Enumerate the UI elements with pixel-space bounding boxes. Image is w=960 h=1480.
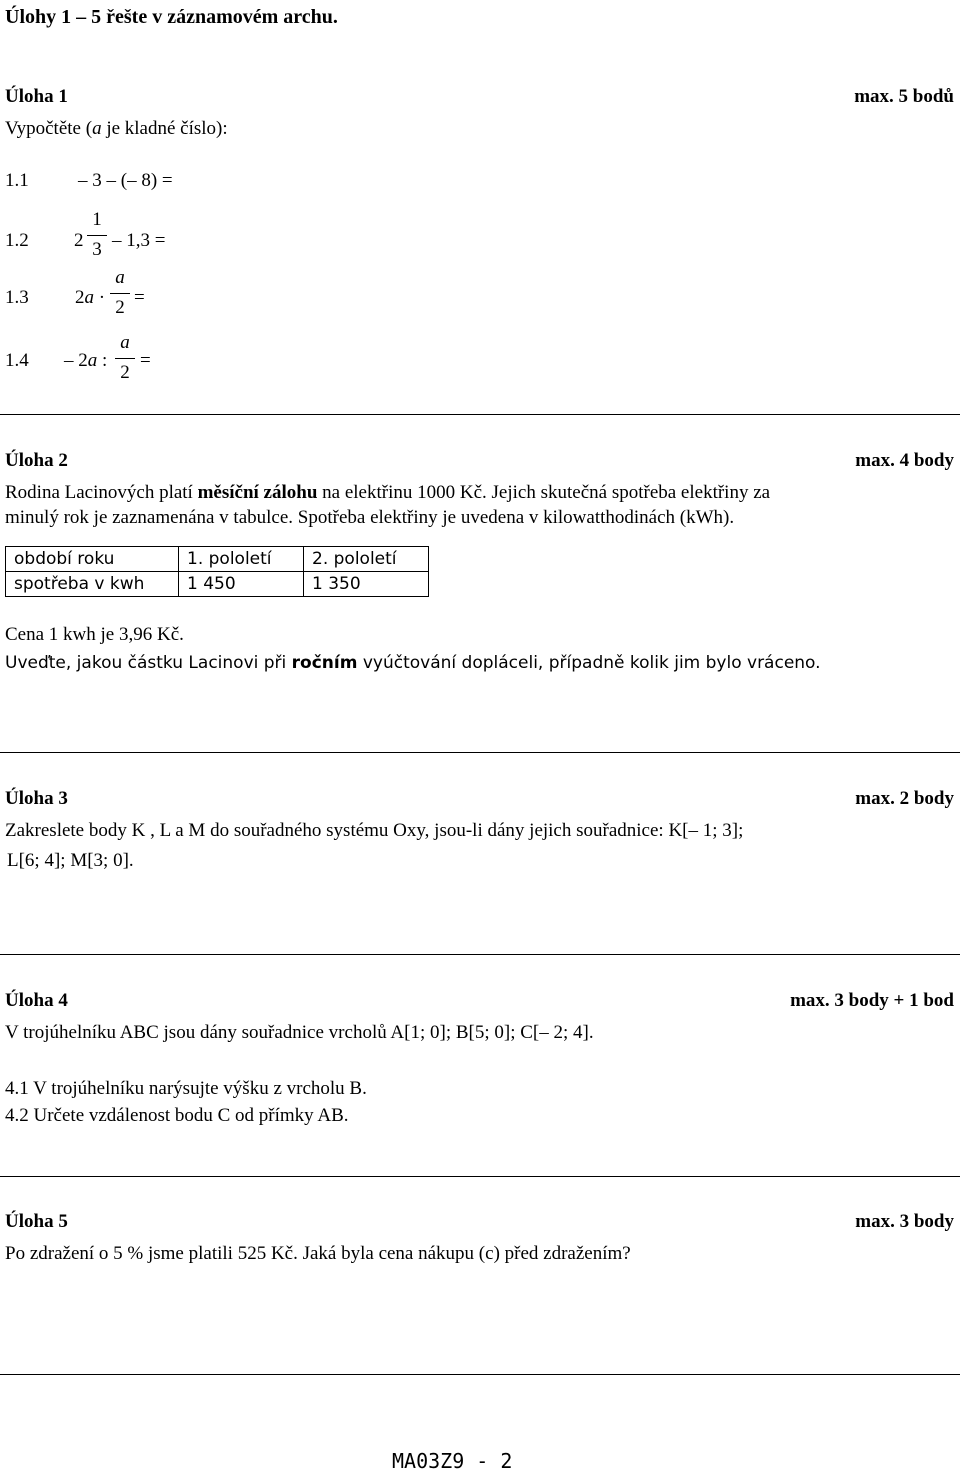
task2-points: max. 4 body xyxy=(855,450,954,471)
task1-item-label: 1.1 xyxy=(5,170,29,191)
section-divider xyxy=(0,1176,960,1177)
task1-item-label: 1.3 xyxy=(5,287,29,308)
section-divider xyxy=(0,954,960,955)
fraction-bar xyxy=(110,293,130,294)
task1-prompt: Vypočtěte (a je kladné číslo): xyxy=(5,118,228,139)
task2-price: Cena 1 kwh je 3,96 Kč. xyxy=(5,624,184,645)
fraction xyxy=(87,210,107,261)
task2-title: Úloha 2 xyxy=(5,450,68,471)
task4-subtask: 4.1 V trojúhelníku narýsujte výšku z vrcholu B. xyxy=(5,1078,367,1099)
task5-title: Úloha 5 xyxy=(5,1211,68,1232)
section-divider xyxy=(0,752,960,753)
task4-subtask: 4.2 Určete vzdálenost bodu C od přímky AB. xyxy=(5,1105,349,1126)
consumption-table xyxy=(5,546,429,597)
task5-points: max. 3 body xyxy=(855,1211,954,1232)
fraction-denominator: 2 xyxy=(120,361,130,383)
table-cell: 2. pololetí xyxy=(304,547,429,572)
task1-item-expression: 2a · xyxy=(75,287,106,308)
task1-title: Úloha 1 xyxy=(5,86,68,107)
table-row xyxy=(6,572,429,597)
mixed-number-whole: 2 xyxy=(74,230,84,251)
task3-text-line: Zakreslete body K , L a M do souřadného systému Oxy, jsou-li dány jejich souřadnice: K[– 1; 3]; xyxy=(5,820,744,841)
task1-item-expression: – 2a : xyxy=(64,350,108,371)
fraction-numerator: 1 xyxy=(92,209,102,230)
task3-title: Úloha 3 xyxy=(5,788,68,809)
task1-item-expression: – 3 – (– 8) = xyxy=(78,170,173,191)
task3-text-line: L[6; 4]; M[3; 0]. xyxy=(7,850,134,871)
task1-item-expression: – 1,3 = xyxy=(112,230,166,251)
fraction xyxy=(115,333,135,384)
section-divider xyxy=(0,414,960,415)
fraction-denominator: 2 xyxy=(115,296,125,318)
task2-text-line: Rodina Lacinových platí měsíční zálohu na elektřinu 1000 Kč. Jejich skutečná spotřeba elektřiny za xyxy=(5,482,771,503)
task3-points: max. 2 body xyxy=(855,788,954,809)
task1-item-label: 1.4 xyxy=(5,350,29,371)
table-cell: 1 450 xyxy=(179,572,304,597)
table-row xyxy=(6,547,429,572)
task4-text-line: V trojúhelníku ABC jsou dány souřadnice vrcholů A[1; 0]; B[5; 0]; C[– 2; 4]. xyxy=(5,1022,594,1043)
table-cell: spotřeba v kwh xyxy=(6,572,179,597)
fraction-bar xyxy=(87,235,107,236)
task5-text-line: Po zdražení o 5 % jsme platili 525 Kč. Jaká byla cena nákupu (c) před zdražením? xyxy=(5,1243,631,1264)
task4-title: Úloha 4 xyxy=(5,990,68,1011)
task2-text-line: minulý rok je zaznamenána v tabulce. Spotřeba elektřiny je uvedena v kilowatthodinách (kWh). xyxy=(5,507,735,528)
task4-points: max. 3 body + 1 bod xyxy=(790,990,954,1011)
table-cell: 1. pololetí xyxy=(179,547,304,572)
task1-item-equals: = xyxy=(140,350,151,371)
task2-question: Uveďte, jakou částku Lacinovi při ročním vyúčtování dopláceli, případně kolik jim bylo vráceno. xyxy=(5,653,821,673)
page-code: MA03Z9 - 2 xyxy=(392,1449,513,1473)
fraction-numerator: a xyxy=(115,267,125,288)
task1-item-label: 1.2 xyxy=(5,230,29,251)
section-divider xyxy=(0,1374,960,1375)
table-cell: období roku xyxy=(6,547,179,572)
page-title: Úlohy 1 – 5 řešte v záznamovém archu. xyxy=(5,6,338,28)
fraction-numerator: a xyxy=(120,332,130,353)
task1-item-equals: = xyxy=(134,287,145,308)
fraction-denominator: 3 xyxy=(92,238,102,260)
table-cell: 1 350 xyxy=(304,572,429,597)
fraction-bar xyxy=(115,358,135,359)
task1-points: max. 5 bodů xyxy=(854,86,954,107)
fraction xyxy=(110,268,130,319)
